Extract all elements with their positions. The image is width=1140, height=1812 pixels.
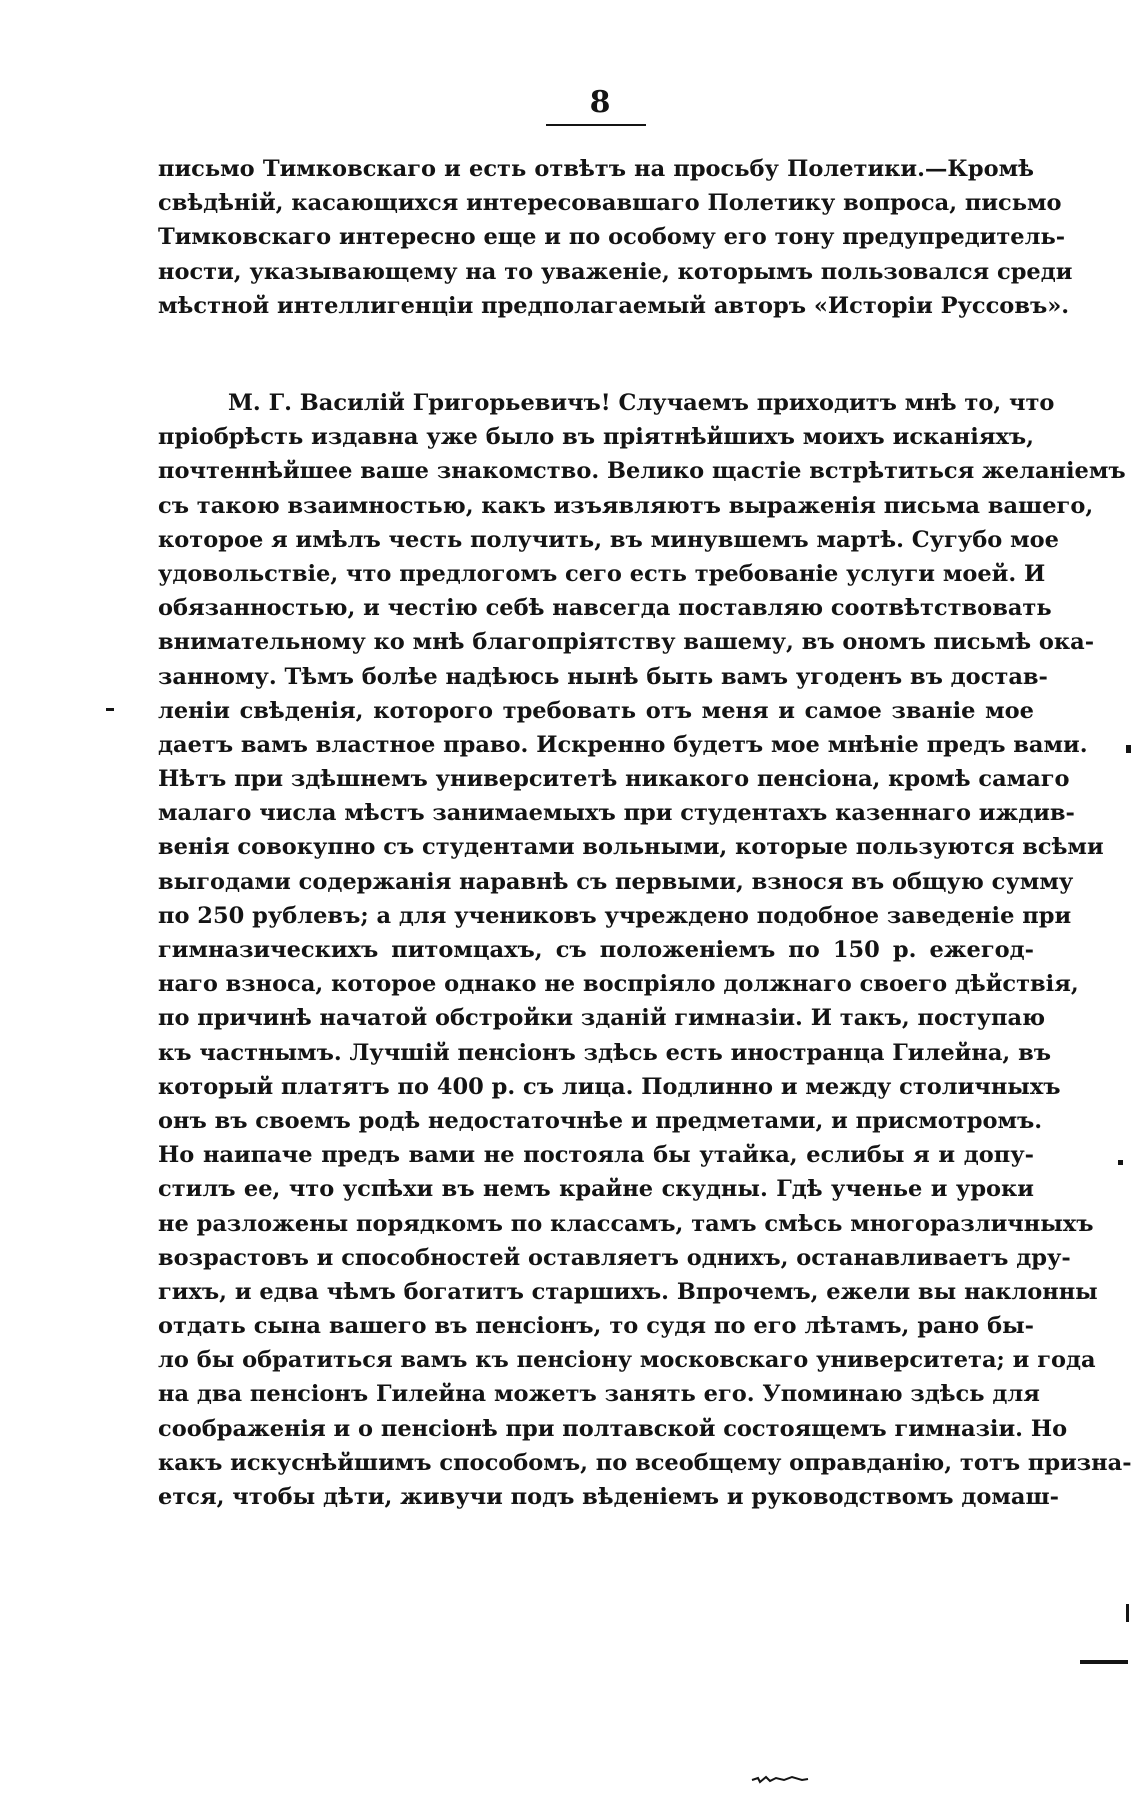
margin-mark	[1118, 1160, 1123, 1165]
text-line: пріобрѣсть издавна уже было въ пріятнѣйшихъ моихъ исканіяхъ,	[158, 424, 1034, 451]
text-line: малаго числа мѣстъ занимаемыхъ при студентахъ казеннаго иждив-	[158, 800, 1075, 827]
text-line: выгодами содержанія наравнѣ съ первыми, взнося въ общую сумму	[158, 868, 1074, 895]
text-line: почтеннѣйшее ваше знакомство. Велико щастіе встрѣтиться желаніемъ	[158, 458, 1126, 485]
text-line: Тимковскаго интересно еще и по особому его тону предупредитель-	[158, 224, 1066, 251]
text-line: удовольствіе, что предлогомъ сего есть требованіе услуги моей. И	[158, 560, 1046, 587]
text-line: который платятъ по 400 р. съ лица. Подлинно и между столичныхъ	[158, 1073, 1061, 1100]
page-number-underline	[546, 124, 646, 126]
text-line: какъ искуснѣйшимъ способомъ, по всеобщему оправданію, тотъ призна-	[158, 1449, 1132, 1476]
text-line: стилъ ее, что успѣхи въ немъ крайне скудны. Гдѣ ученье и уроки	[158, 1176, 1034, 1203]
text-line: съ такою взаимностью, какъ изъявляютъ выраженія письма вашего,	[158, 492, 1094, 519]
text-line: даетъ вамъ властное право. Искренно будетъ мое мнѣніе предъ вами.	[158, 731, 1088, 758]
text-line: возрастовъ и способностей оставляетъ однихъ, останавливаетъ дру-	[158, 1244, 1071, 1271]
text-line: которое я имѣлъ честь получить, въ минувшемъ мартѣ. Сугубо мое	[158, 526, 1059, 553]
intro-paragraph	[158, 152, 1073, 323]
text-line: внимательному ко мнѣ благопріятству вашему, въ ономъ письмѣ ока-	[158, 629, 1095, 656]
text-line: леніи свѣденія, которого требовать отъ меня и самое званіе мое	[158, 697, 1034, 724]
text-line: ло бы обратиться вамъ къ пенсіону московскаго университета; и года	[158, 1347, 1096, 1374]
text-line: не разложены порядкомъ по классамъ, тамъ смѣсь многоразличныхъ	[158, 1210, 1094, 1237]
text-line: онъ въ своемъ родѣ недостаточнѣе и предметами, и присмотромъ.	[158, 1107, 1043, 1134]
letter-paragraph	[158, 386, 1132, 1514]
text-line: Но наипаче предъ вами не постояла бы утайка, еслибы я и допу-	[158, 1142, 1034, 1169]
text-line: ется, чтобы дѣти, живучи подъ вѣденіемъ и руководствомъ домаш-	[158, 1484, 1060, 1510]
letter-salutation-line: М. Г. Василій Григорьевичъ! Случаемъ приходитъ мнѣ то, что	[228, 390, 1055, 416]
text-line: наго взноса, которое однако не воспріяло должнаго своего дѣйствія,	[158, 971, 1079, 998]
margin-mark	[106, 708, 114, 711]
text-line: обязанностью, и честію себѣ навсегда поставляю соотвѣтствовать	[158, 595, 1052, 622]
text-line: Нѣтъ при здѣшнемъ университетѣ никакого пенсіона, кромѣ самаго	[158, 766, 1070, 793]
text-line: письмо Тимковскаго и есть отвѣтъ на просьбу Полетики.—Кромѣ	[158, 156, 1034, 182]
text-line: венія совокупно съ студентами вольными, которые пользуются всѣми	[158, 834, 1104, 861]
margin-mark	[1126, 745, 1131, 753]
text-line: ности, указывающему на то уваженіе, которымъ пользовался среди	[158, 258, 1073, 285]
margin-mark	[1080, 1660, 1128, 1664]
text-line: свѣдѣній, касающихся интересовавшаго Полетику вопроса, письмо	[158, 190, 1062, 217]
text-line: на два пенсіонъ Гилейна можетъ занять его. Упоминаю здѣсь для	[158, 1381, 1040, 1408]
text-line: по 250 рублевъ; а для учениковъ учреждено подобное заведеніе при	[158, 902, 1072, 929]
text-line: соображенія и о пенсіонѣ при полтавской состоящемъ гимназіи. Но	[158, 1415, 1068, 1442]
text-line: мѣстной интеллигенціи предполагаемый авторъ «Исторіи Руссовъ».	[158, 292, 1070, 319]
margin-mark	[1126, 1604, 1129, 1622]
text-line: гихъ, и едва чѣмъ богатитъ старшихъ. Впрочемъ, ежели вы наклонны	[158, 1278, 1098, 1305]
text-line: гимназическихъ питомцахъ, съ положеніемъ по 150 р. ежегод-	[158, 937, 1034, 963]
text-line: къ частнымъ. Лучшій пенсіонъ здѣсь есть иностранца Гилейна, въ	[158, 1039, 1051, 1066]
text-line: отдать сына вашего въ пенсіонъ, то судя по его лѣтамъ, рано бы-	[158, 1313, 1034, 1340]
signature-mark-icon	[750, 1774, 810, 1784]
text-line: занному. Тѣмъ болѣе надѣюсь нынѣ быть вамъ угоденъ въ достав-	[158, 663, 1048, 690]
text-line: по причинѣ начатой обстройки зданій гимназіи. И такъ, поступаю	[158, 1005, 1046, 1032]
page-number: 8	[589, 85, 611, 120]
